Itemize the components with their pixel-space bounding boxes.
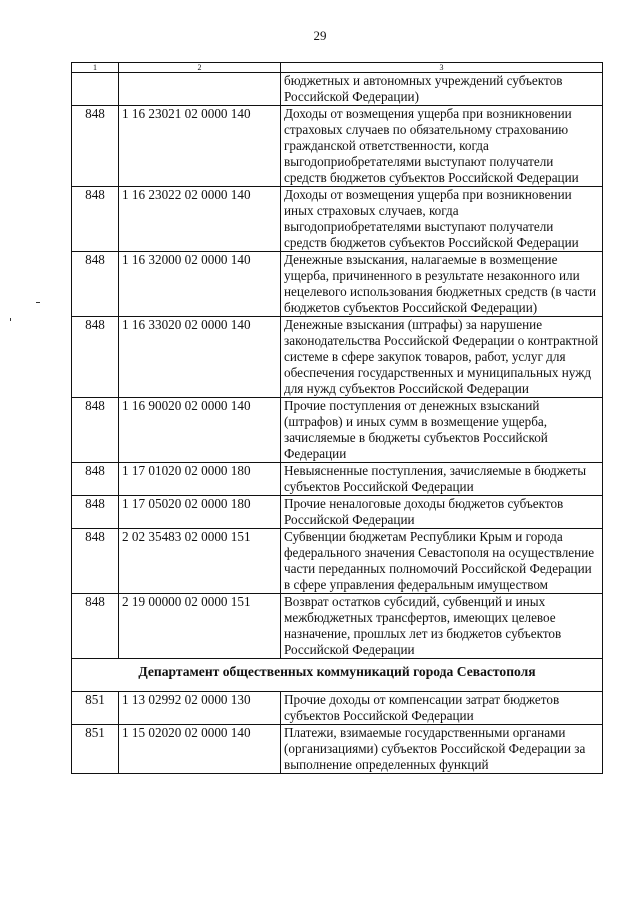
admin-code-cell: 848 — [72, 594, 119, 659]
table-row — [72, 317, 603, 398]
admin-code-cell: 851 — [72, 725, 119, 774]
revenue-code-cell: 1 16 90020 02 0000 140 — [119, 398, 281, 463]
table-row — [72, 725, 603, 774]
table-row — [72, 252, 603, 317]
section-heading: Департамент общественных коммуникаций города Севастополя — [72, 659, 603, 692]
admin-code-cell — [72, 73, 119, 106]
table-row — [72, 496, 603, 529]
description-cell: Доходы от возмещения ущерба при возникновении иных страховых случаев, когда выгодоприобретателями выступают получатели средств бюджетов субъектов Российской Федерации — [281, 187, 603, 252]
description-cell: Невыясненные поступления, зачисляемые в бюджеты субъектов Российской Федерации — [281, 463, 603, 496]
admin-code-cell: 851 — [72, 692, 119, 725]
revenue-code-cell — [119, 73, 281, 106]
table-row — [72, 529, 603, 594]
admin-code-cell: 848 — [72, 529, 119, 594]
revenue-code-cell: 1 16 23021 02 0000 140 — [119, 106, 281, 187]
description-cell: Доходы от возмещения ущерба при возникновении страховых случаев по обязательному страхованию гражданской ответственности, когда выгодоприобретателями выступают получатели средств бюджетов субъектов Российской Федерации — [281, 106, 603, 187]
admin-code-cell: 848 — [72, 463, 119, 496]
column-number-2: 2 — [119, 63, 281, 73]
table-row — [72, 106, 603, 187]
revenue-code-cell: 1 15 02020 02 0000 140 — [119, 725, 281, 774]
revenue-code-cell: 2 02 35483 02 0000 151 — [119, 529, 281, 594]
description-cell: Денежные взыскания, налагаемые в возмещение ущерба, причиненного в результате незаконного или нецелевого использования бюджетных средств (в части бюджетов субъектов Российской Федерации) — [281, 252, 603, 317]
scan-mark — [36, 302, 40, 303]
table-row — [72, 187, 603, 252]
table-row-continued — [72, 73, 603, 106]
admin-code-cell: 848 — [72, 398, 119, 463]
scan-mark — [10, 318, 11, 321]
admin-code-cell: 848 — [72, 496, 119, 529]
column-number-1: 1 — [72, 63, 119, 73]
revenue-code-cell: 2 19 00000 02 0000 151 — [119, 594, 281, 659]
column-number-3: 3 — [281, 63, 603, 73]
revenue-code-cell: 1 16 33020 02 0000 140 — [119, 317, 281, 398]
revenue-code-cell: 1 16 23022 02 0000 140 — [119, 187, 281, 252]
description-cell: Возврат остатков субсидий, субвенций и иных межбюджетных трансфертов, имеющих целевое назначение, прошлых лет из бюджетов субъектов Российской Федерации — [281, 594, 603, 659]
description-cell: Денежные взыскания (штрафы) за нарушение законодательства Российской Федерации о контрактной системе в сфере закупок товаров, работ, услуг для обеспечения государственных и муниципальных нужд для нужд субъектов Российской Федерации — [281, 317, 603, 398]
description-cell: Субвенции бюджетам Республики Крым и города федерального значения Севастополя на осуществление части переданных полномочий Российской Федерации в сфере управления федеральным имуществом — [281, 529, 603, 594]
revenue-code-cell: 1 13 02992 02 0000 130 — [119, 692, 281, 725]
revenue-codes-table — [71, 62, 603, 774]
page-number: 29 — [313, 28, 327, 43]
table-row — [72, 398, 603, 463]
revenue-code-cell: 1 16 32000 02 0000 140 — [119, 252, 281, 317]
table-row — [72, 692, 603, 725]
table-row — [72, 594, 603, 659]
revenue-code-cell: 1 17 05020 02 0000 180 — [119, 496, 281, 529]
admin-code-cell: 848 — [72, 187, 119, 252]
admin-code-cell: 848 — [72, 252, 119, 317]
admin-code-cell: 848 — [72, 106, 119, 187]
description-cell: Платежи, взимаемые государственными органами (организациями) субъектов Российской Федерации за выполнение определенных функций — [281, 725, 603, 774]
section-heading-row — [72, 659, 603, 692]
description-cell: Прочие неналоговые доходы бюджетов субъектов Российской Федерации — [281, 496, 603, 529]
admin-code-cell: 848 — [72, 317, 119, 398]
table-row — [72, 463, 603, 496]
description-cell: Прочие доходы от компенсации затрат бюджетов субъектов Российской Федерации — [281, 692, 603, 725]
description-cell: бюджетных и автономных учреждений субъектов Российской Федерации) — [281, 73, 603, 106]
description-cell: Прочие поступления от денежных взысканий (штрафов) и иных сумм в возмещение ущерба, зачисляемые в бюджеты субъектов Российской Федерации — [281, 398, 603, 463]
revenue-code-cell: 1 17 01020 02 0000 180 — [119, 463, 281, 496]
column-number-row — [72, 63, 603, 73]
